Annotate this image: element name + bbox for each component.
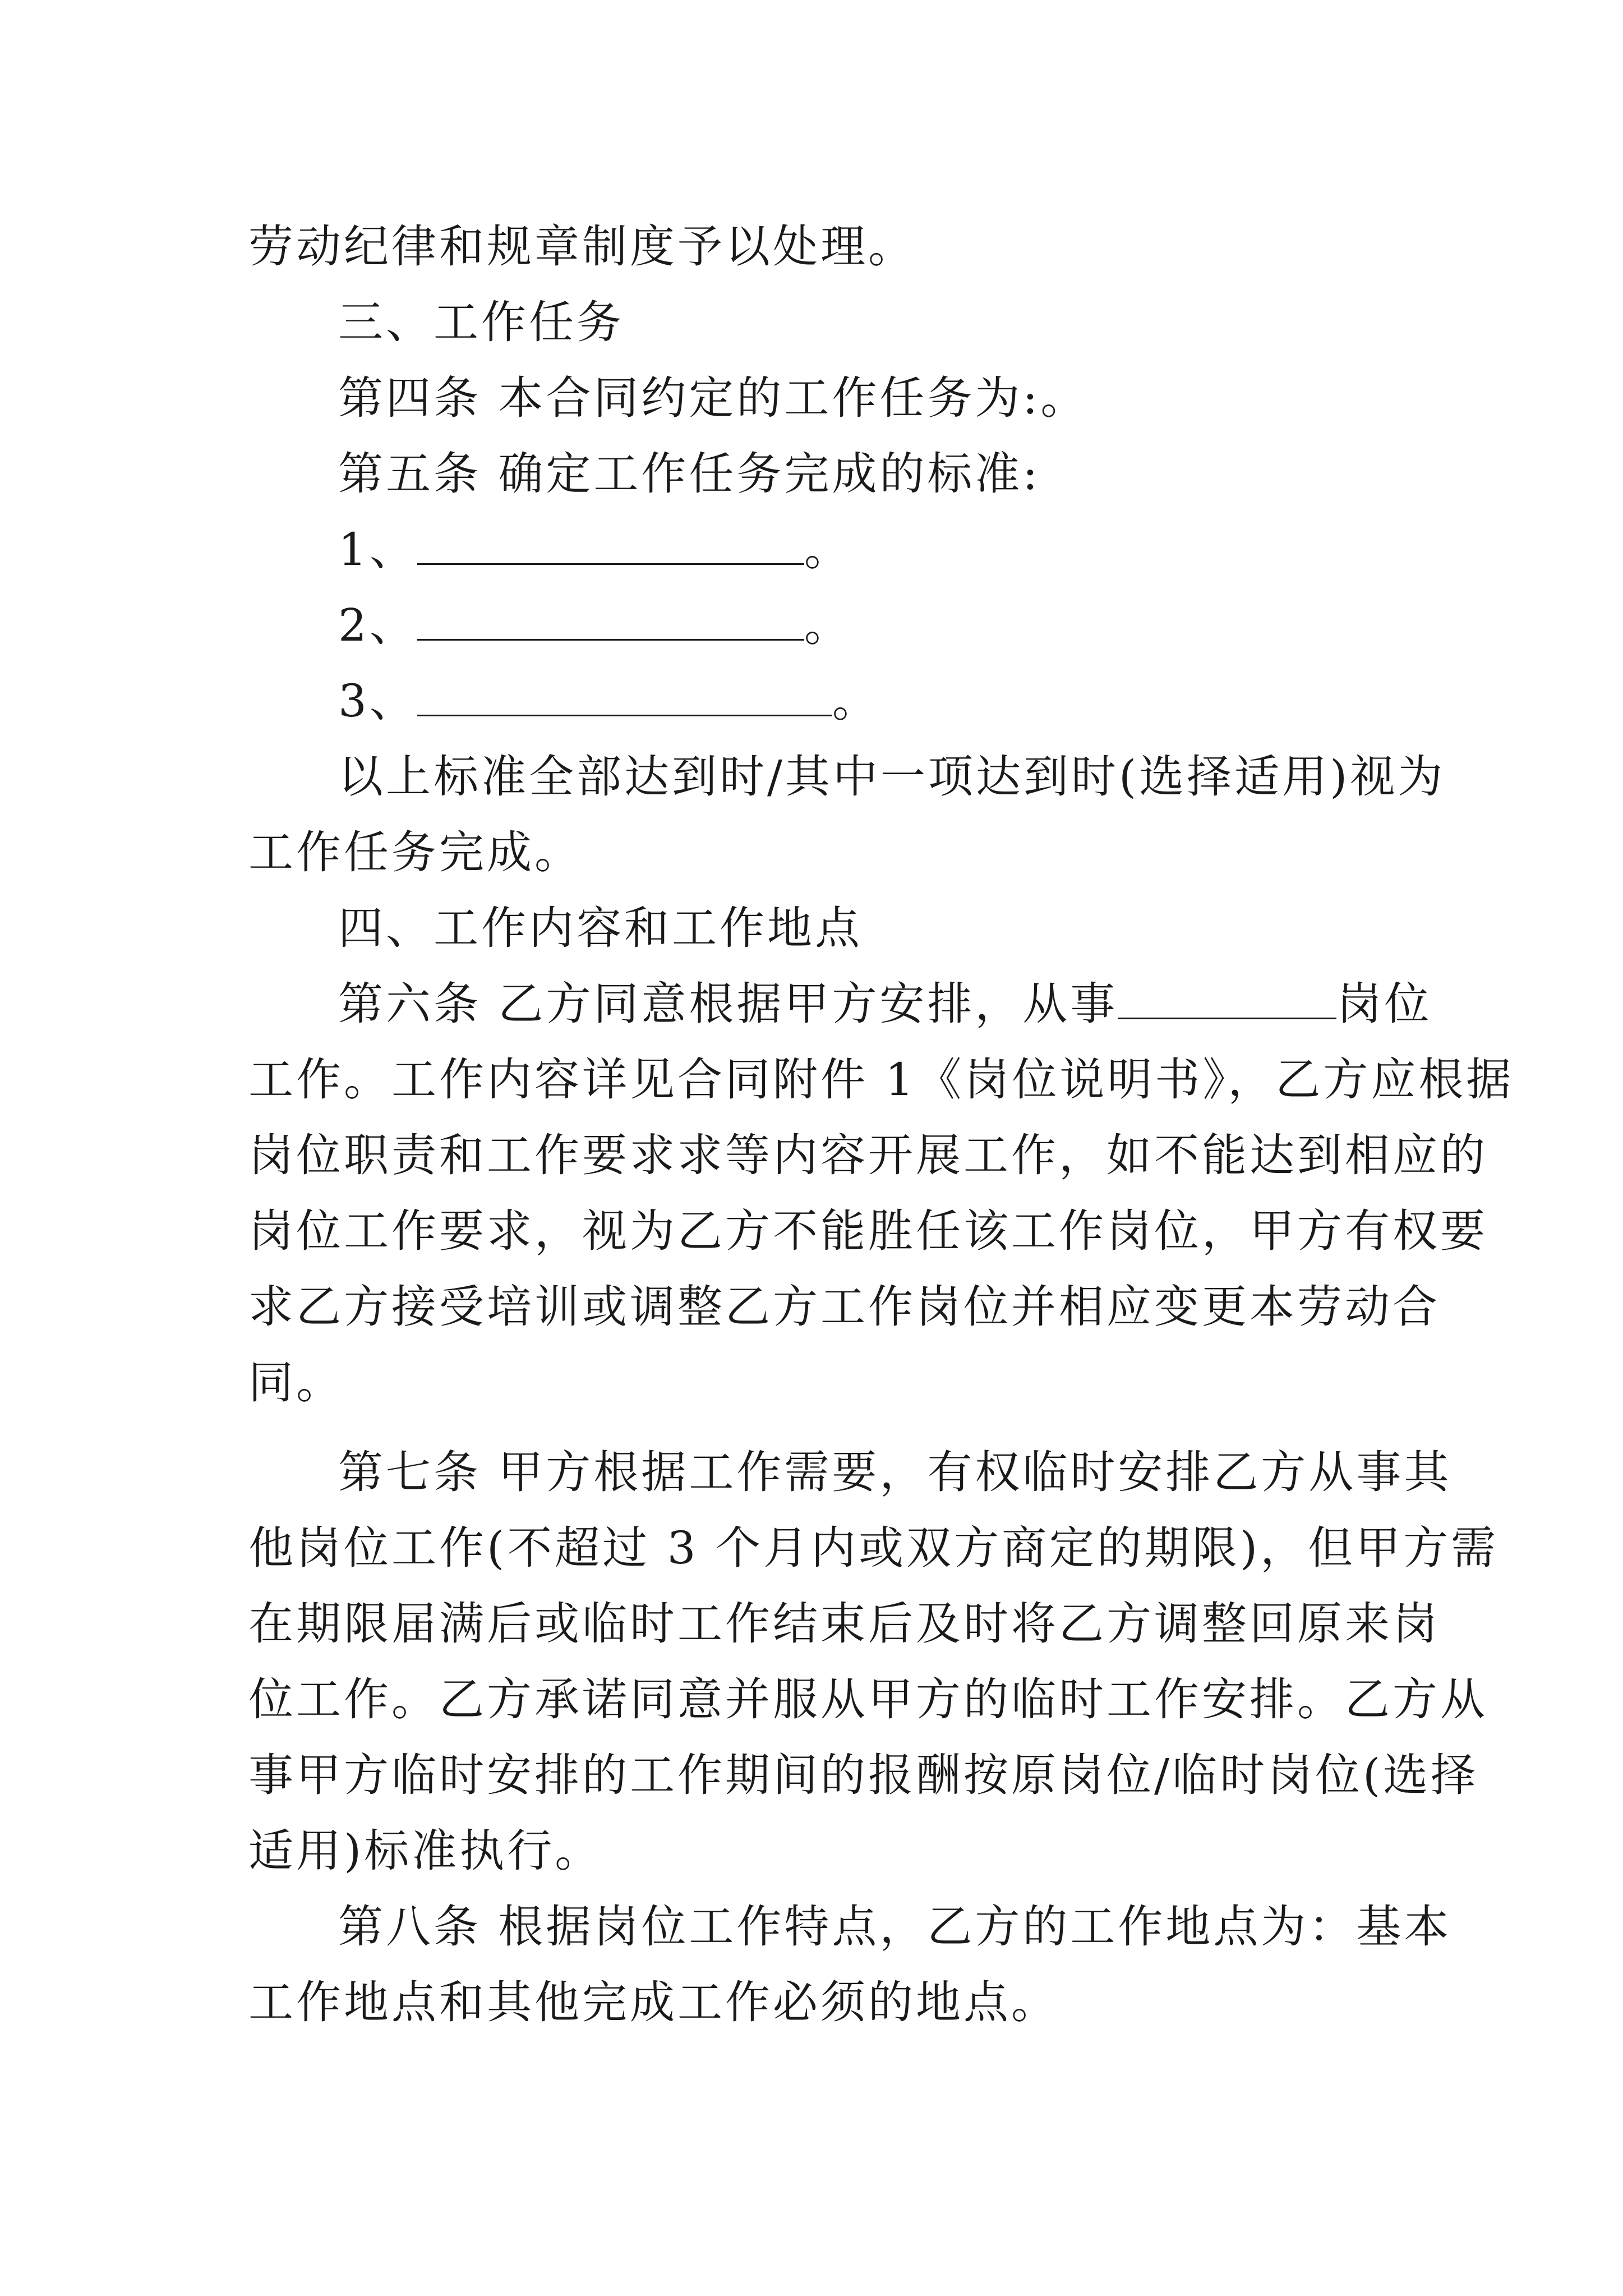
paragraph-line: 在期限届满后或临时工作结束后及时将乙方调整回原来岗 — [248, 1598, 1440, 1650]
item-number: 2、 — [338, 599, 417, 651]
article-5: 第五条 确定工作任务完成的标准: — [338, 448, 1041, 500]
paragraph-line: 工作任务完成。 — [248, 826, 582, 878]
paragraph-line: 岗位工作要求，视为乙方不能胜任该工作岗位，甲方有权要 — [248, 1205, 1488, 1257]
article-4: 第四条 本合同约定的工作任务为:。 — [338, 372, 1089, 424]
item-number: 1、 — [338, 523, 417, 576]
article-8: 第八条 根据岗位工作特点，乙方的工作地点为：基本 — [338, 1901, 1452, 1953]
paragraph-line: 工作地点和其他完成工作必须的地点。 — [248, 1976, 1059, 2028]
item-end: 。 — [832, 675, 880, 727]
fill-in-blank — [417, 680, 832, 716]
item-number: 3、 — [338, 675, 417, 727]
standard-item-2 — [338, 599, 852, 651]
standard-item-1 — [338, 523, 852, 576]
paragraph-line: 他岗位工作(不超过 3 个月内或双方商定的期限)，但甲方需 — [248, 1522, 1499, 1574]
paragraph-line: 位工作。乙方承诺同意并服从甲方的临时工作安排。乙方从 — [248, 1673, 1488, 1726]
paragraph-line: 同。 — [248, 1356, 344, 1409]
article-6-text-end: 岗位 — [1336, 978, 1432, 1030]
paragraph-line: 求乙方接受培训或调整乙方工作岗位并相应变更本劳动合 — [248, 1281, 1440, 1333]
section-heading: 三、工作任务 — [338, 296, 624, 348]
article-6-text: 第六条 乙方同意根据甲方安排，从事 — [338, 978, 1118, 1030]
standard-item-3 — [338, 675, 880, 727]
paragraph-line: 劳动纪律和规章制度予以处理。 — [248, 220, 916, 273]
article-7: 第七条 甲方根据工作需要，有权临时安排乙方从事其 — [338, 1446, 1452, 1498]
section-heading: 四、工作内容和工作地点 — [338, 902, 863, 954]
paragraph-line: 事甲方临时安排的工作期间的报酬按原岗位/临时岗位(选择 — [248, 1749, 1479, 1801]
fill-in-blank — [1118, 983, 1336, 1019]
fill-in-blank — [417, 528, 804, 565]
article-6 — [338, 978, 1432, 1030]
paragraph-line: 岗位职责和工作要求求等内容开展工作，如不能达到相应的 — [248, 1129, 1488, 1181]
paragraph-line: 适用)标准执行。 — [248, 1825, 603, 1877]
item-end: 。 — [804, 523, 852, 576]
fill-in-blank — [417, 604, 804, 641]
item-end: 。 — [804, 599, 852, 651]
paragraph-line: 以上标准全部达到时/其中一项达到时(选择适用)视为 — [338, 751, 1446, 803]
paragraph-line: 工作。工作内容详见合同附件 1《岗位说明书》，乙方应根据 — [248, 1053, 1514, 1106]
